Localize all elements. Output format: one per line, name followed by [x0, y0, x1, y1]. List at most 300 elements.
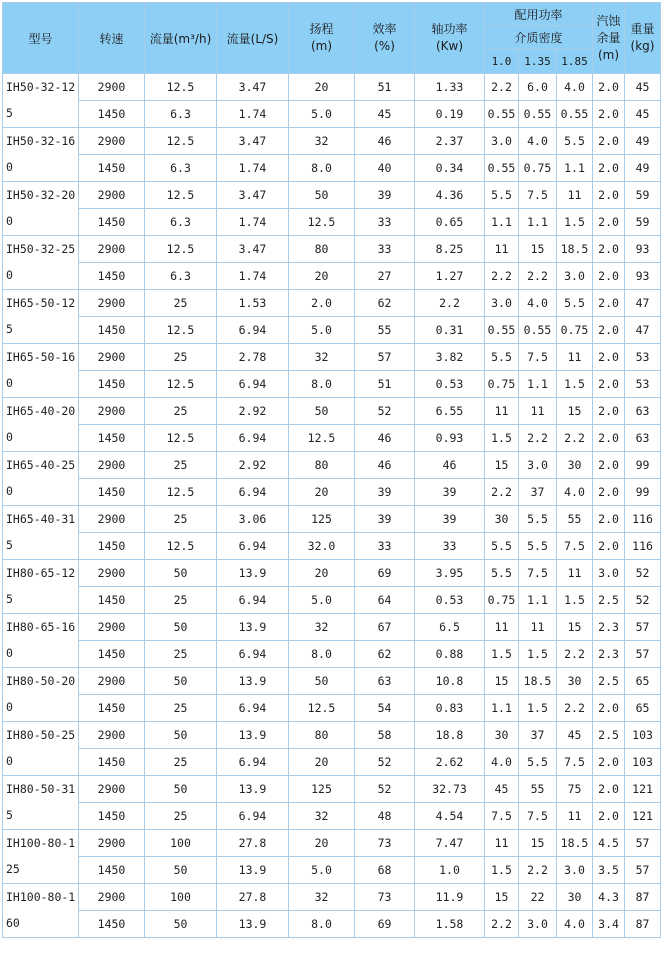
- cell-power-d1: 11: [485, 830, 519, 857]
- table-row: [3, 560, 661, 587]
- cell-head: 2.0: [289, 290, 355, 317]
- cell-efficiency: 62: [355, 290, 415, 317]
- cell-power-d2: 6.0: [519, 74, 557, 101]
- cell-power-d1: 2.2: [485, 263, 519, 290]
- cell-power-d1: 15: [485, 668, 519, 695]
- cell-power-d2: 2.2: [519, 263, 557, 290]
- cell-model: IH65-40-315: [3, 506, 79, 560]
- table-row: [3, 830, 661, 857]
- cell-speed: 1450: [79, 371, 145, 398]
- cell-model: IH65-50-125: [3, 290, 79, 344]
- cell-flow-ls: 6.94: [217, 749, 289, 776]
- cell-npsh: 4.3: [593, 884, 625, 911]
- cell-weight: 87: [625, 911, 661, 938]
- cell-head: 32: [289, 128, 355, 155]
- table-row: [3, 884, 661, 911]
- cell-efficiency: 73: [355, 884, 415, 911]
- cell-power-d2: 15: [519, 830, 557, 857]
- cell-power-d2: 5.5: [519, 749, 557, 776]
- cell-speed: 2900: [79, 236, 145, 263]
- header-density: 介质密度: [485, 26, 593, 49]
- cell-shaft-power: 4.36: [415, 182, 485, 209]
- cell-head: 20: [289, 830, 355, 857]
- cell-speed: 1450: [79, 857, 145, 884]
- table-row: [3, 911, 661, 938]
- cell-power-d2: 7.5: [519, 344, 557, 371]
- table-row: [3, 101, 661, 128]
- cell-speed: 2900: [79, 668, 145, 695]
- table-row: [3, 263, 661, 290]
- cell-weight: 49: [625, 128, 661, 155]
- cell-flow-m3h: 6.3: [145, 155, 217, 182]
- cell-weight: 63: [625, 398, 661, 425]
- cell-speed: 2900: [79, 830, 145, 857]
- table-row: [3, 317, 661, 344]
- cell-shaft-power: 0.31: [415, 317, 485, 344]
- cell-flow-m3h: 12.5: [145, 236, 217, 263]
- cell-power-d3: 11: [557, 182, 593, 209]
- cell-flow-m3h: 25: [145, 290, 217, 317]
- cell-head: 20: [289, 263, 355, 290]
- cell-shaft-power: 8.25: [415, 236, 485, 263]
- cell-efficiency: 68: [355, 857, 415, 884]
- cell-shaft-power: 39: [415, 506, 485, 533]
- cell-flow-ls: 13.9: [217, 668, 289, 695]
- cell-flow-ls: 3.47: [217, 182, 289, 209]
- header-shaft-power-label: 轴功率: [431, 22, 468, 36]
- cell-shaft-power: 7.47: [415, 830, 485, 857]
- cell-shaft-power: 2.2: [415, 290, 485, 317]
- cell-shaft-power: 3.95: [415, 560, 485, 587]
- cell-flow-ls: 6.94: [217, 317, 289, 344]
- table-row: [3, 749, 661, 776]
- cell-model: IH65-40-250: [3, 452, 79, 506]
- cell-power-d3: 45: [557, 722, 593, 749]
- cell-speed: 1450: [79, 317, 145, 344]
- cell-flow-m3h: 50: [145, 722, 217, 749]
- table-row: [3, 776, 661, 803]
- header-density-3: 1.85: [557, 49, 593, 74]
- cell-efficiency: 39: [355, 182, 415, 209]
- table-row: [3, 209, 661, 236]
- cell-shaft-power: 46: [415, 452, 485, 479]
- cell-flow-ls: 6.94: [217, 587, 289, 614]
- cell-flow-m3h: 50: [145, 668, 217, 695]
- cell-power-d3: 30: [557, 452, 593, 479]
- cell-flow-m3h: 50: [145, 776, 217, 803]
- cell-head: 50: [289, 668, 355, 695]
- cell-power-d2: 37: [519, 722, 557, 749]
- cell-npsh: 3.5: [593, 857, 625, 884]
- cell-speed: 1450: [79, 587, 145, 614]
- cell-flow-ls: 3.47: [217, 128, 289, 155]
- cell-flow-m3h: 50: [145, 614, 217, 641]
- cell-flow-m3h: 50: [145, 857, 217, 884]
- table-row: [3, 371, 661, 398]
- cell-shaft-power: 18.8: [415, 722, 485, 749]
- cell-npsh: 2.0: [593, 317, 625, 344]
- cell-flow-ls: 2.92: [217, 398, 289, 425]
- cell-power-d2: 15: [519, 236, 557, 263]
- cell-flow-m3h: 100: [145, 884, 217, 911]
- cell-power-d3: 0.75: [557, 317, 593, 344]
- cell-npsh: 2.3: [593, 641, 625, 668]
- cell-power-d2: 1.1: [519, 371, 557, 398]
- cell-speed: 1450: [79, 209, 145, 236]
- header-weight-unit: (kg): [630, 39, 655, 53]
- cell-flow-ls: 3.47: [217, 236, 289, 263]
- cell-speed: 1450: [79, 911, 145, 938]
- cell-power-d1: 4.0: [485, 749, 519, 776]
- cell-weight: 45: [625, 101, 661, 128]
- cell-power-d3: 30: [557, 668, 593, 695]
- cell-npsh: 2.0: [593, 452, 625, 479]
- cell-power-d1: 5.5: [485, 344, 519, 371]
- cell-head: 8.0: [289, 155, 355, 182]
- cell-power-d1: 45: [485, 776, 519, 803]
- cell-head: 32: [289, 344, 355, 371]
- cell-efficiency: 51: [355, 371, 415, 398]
- cell-efficiency: 63: [355, 668, 415, 695]
- table-row: [3, 182, 661, 209]
- cell-flow-m3h: 25: [145, 398, 217, 425]
- cell-head: 50: [289, 398, 355, 425]
- cell-weight: 49: [625, 155, 661, 182]
- cell-power-d2: 1.5: [519, 641, 557, 668]
- header-flow-ls: 流量(L/S): [217, 3, 289, 74]
- cell-speed: 1450: [79, 155, 145, 182]
- cell-flow-ls: 3.47: [217, 74, 289, 101]
- cell-head: 8.0: [289, 911, 355, 938]
- cell-power-d1: 1.5: [485, 425, 519, 452]
- cell-power-d1: 5.5: [485, 560, 519, 587]
- cell-power-d3: 2.2: [557, 425, 593, 452]
- table-row: [3, 398, 661, 425]
- table-row: [3, 506, 661, 533]
- cell-speed: 2900: [79, 128, 145, 155]
- cell-speed: 1450: [79, 695, 145, 722]
- cell-weight: 103: [625, 749, 661, 776]
- header-shaft-power-unit: (Kw): [435, 39, 464, 53]
- cell-efficiency: 33: [355, 209, 415, 236]
- cell-flow-m3h: 50: [145, 911, 217, 938]
- cell-speed: 2900: [79, 344, 145, 371]
- cell-efficiency: 54: [355, 695, 415, 722]
- cell-head: 32.0: [289, 533, 355, 560]
- cell-shaft-power: 6.5: [415, 614, 485, 641]
- cell-weight: 59: [625, 182, 661, 209]
- cell-model: IH65-50-160: [3, 344, 79, 398]
- cell-flow-ls: 1.74: [217, 209, 289, 236]
- cell-flow-m3h: 25: [145, 452, 217, 479]
- cell-efficiency: 48: [355, 803, 415, 830]
- cell-npsh: 2.5: [593, 722, 625, 749]
- cell-power-d2: 5.5: [519, 533, 557, 560]
- cell-efficiency: 62: [355, 641, 415, 668]
- cell-npsh: 2.0: [593, 398, 625, 425]
- cell-power-d1: 15: [485, 884, 519, 911]
- table-row: [3, 425, 661, 452]
- cell-power-d2: 7.5: [519, 560, 557, 587]
- header-npsh-l2: 余量: [596, 30, 621, 45]
- cell-flow-ls: 2.78: [217, 344, 289, 371]
- cell-speed: 1450: [79, 101, 145, 128]
- cell-weight: 52: [625, 560, 661, 587]
- cell-efficiency: 27: [355, 263, 415, 290]
- cell-npsh: 2.0: [593, 425, 625, 452]
- cell-head: 125: [289, 776, 355, 803]
- table-row: [3, 641, 661, 668]
- cell-power-d1: 11: [485, 398, 519, 425]
- cell-power-d1: 1.1: [485, 209, 519, 236]
- cell-npsh: 2.0: [593, 182, 625, 209]
- cell-power-d3: 1.5: [557, 209, 593, 236]
- table-row: [3, 128, 661, 155]
- cell-npsh: 2.0: [593, 236, 625, 263]
- cell-head: 12.5: [289, 695, 355, 722]
- cell-npsh: 2.0: [593, 155, 625, 182]
- cell-power-d1: 0.55: [485, 317, 519, 344]
- cell-flow-ls: 6.94: [217, 371, 289, 398]
- cell-model: IH50-32-160: [3, 128, 79, 182]
- cell-weight: 65: [625, 668, 661, 695]
- table-row: [3, 533, 661, 560]
- cell-shaft-power: 0.53: [415, 587, 485, 614]
- header-speed: 转速: [79, 3, 145, 74]
- cell-head: 20: [289, 74, 355, 101]
- cell-efficiency: 55: [355, 317, 415, 344]
- cell-power-d3: 3.0: [557, 263, 593, 290]
- cell-model: IH50-32-200: [3, 182, 79, 236]
- cell-flow-ls: 1.74: [217, 263, 289, 290]
- cell-flow-m3h: 25: [145, 587, 217, 614]
- cell-speed: 2900: [79, 614, 145, 641]
- cell-weight: 45: [625, 74, 661, 101]
- cell-flow-ls: 13.9: [217, 560, 289, 587]
- cell-weight: 63: [625, 425, 661, 452]
- cell-npsh: 2.0: [593, 344, 625, 371]
- cell-power-d1: 1.1: [485, 695, 519, 722]
- cell-power-d1: 2.2: [485, 74, 519, 101]
- cell-power-d2: 55: [519, 776, 557, 803]
- cell-shaft-power: 0.93: [415, 425, 485, 452]
- cell-power-d1: 11: [485, 236, 519, 263]
- cell-power-d1: 5.5: [485, 182, 519, 209]
- cell-npsh: 2.0: [593, 749, 625, 776]
- cell-flow-ls: 3.06: [217, 506, 289, 533]
- cell-efficiency: 69: [355, 911, 415, 938]
- header-efficiency: [355, 3, 415, 74]
- cell-weight: 57: [625, 830, 661, 857]
- cell-shaft-power: 10.8: [415, 668, 485, 695]
- cell-power-d3: 11: [557, 344, 593, 371]
- cell-power-d2: 3.0: [519, 452, 557, 479]
- cell-power-d3: 5.5: [557, 128, 593, 155]
- cell-model: IH80-50-200: [3, 668, 79, 722]
- cell-efficiency: 69: [355, 560, 415, 587]
- cell-efficiency: 58: [355, 722, 415, 749]
- cell-flow-m3h: 6.3: [145, 263, 217, 290]
- cell-power-d1: 0.75: [485, 587, 519, 614]
- cell-efficiency: 73: [355, 830, 415, 857]
- cell-model: IH80-65-125: [3, 560, 79, 614]
- table-row: [3, 479, 661, 506]
- cell-flow-ls: 6.94: [217, 425, 289, 452]
- cell-model: IH80-50-250: [3, 722, 79, 776]
- header-flow-m3h: 流量(m³/h): [145, 3, 217, 74]
- cell-power-d1: 2.2: [485, 911, 519, 938]
- cell-flow-ls: 13.9: [217, 776, 289, 803]
- cell-weight: 53: [625, 344, 661, 371]
- cell-efficiency: 64: [355, 587, 415, 614]
- table-row: [3, 236, 661, 263]
- cell-power-d3: 18.5: [557, 830, 593, 857]
- cell-power-d2: 1.1: [519, 587, 557, 614]
- cell-npsh: 2.0: [593, 776, 625, 803]
- cell-flow-m3h: 12.5: [145, 533, 217, 560]
- table-row: [3, 803, 661, 830]
- table-row: [3, 857, 661, 884]
- header-npsh-unit: (m): [597, 47, 620, 62]
- cell-flow-ls: 13.9: [217, 722, 289, 749]
- cell-power-d2: 7.5: [519, 182, 557, 209]
- table-body: [3, 74, 661, 938]
- cell-speed: 1450: [79, 425, 145, 452]
- cell-head: 8.0: [289, 371, 355, 398]
- cell-flow-ls: 6.94: [217, 479, 289, 506]
- cell-power-d2: 18.5: [519, 668, 557, 695]
- cell-power-d2: 1.5: [519, 695, 557, 722]
- cell-power-d2: 4.0: [519, 128, 557, 155]
- cell-power-d2: 0.55: [519, 101, 557, 128]
- cell-shaft-power: 0.53: [415, 371, 485, 398]
- cell-power-d3: 2.2: [557, 695, 593, 722]
- cell-weight: 57: [625, 614, 661, 641]
- cell-weight: 47: [625, 290, 661, 317]
- cell-speed: 1450: [79, 803, 145, 830]
- cell-npsh: 2.0: [593, 506, 625, 533]
- cell-npsh: 2.0: [593, 695, 625, 722]
- cell-power-d1: 3.0: [485, 290, 519, 317]
- cell-power-d1: 7.5: [485, 803, 519, 830]
- cell-flow-ls: 6.94: [217, 641, 289, 668]
- cell-speed: 1450: [79, 479, 145, 506]
- cell-model: IH80-50-315: [3, 776, 79, 830]
- cell-speed: 2900: [79, 884, 145, 911]
- table-row: [3, 695, 661, 722]
- cell-head: 20: [289, 749, 355, 776]
- cell-power-d1: 15: [485, 452, 519, 479]
- cell-power-d2: 4.0: [519, 290, 557, 317]
- header-npsh-l1: 汽蚀: [596, 13, 621, 28]
- cell-power-d3: 1.5: [557, 371, 593, 398]
- cell-head: 32: [289, 614, 355, 641]
- cell-shaft-power: 1.33: [415, 74, 485, 101]
- cell-flow-ls: 27.8: [217, 884, 289, 911]
- cell-weight: 103: [625, 722, 661, 749]
- cell-npsh: 2.0: [593, 803, 625, 830]
- cell-weight: 59: [625, 209, 661, 236]
- cell-speed: 2900: [79, 506, 145, 533]
- cell-flow-m3h: 100: [145, 830, 217, 857]
- cell-power-d1: 0.55: [485, 101, 519, 128]
- cell-npsh: 2.0: [593, 533, 625, 560]
- cell-power-d1: 0.55: [485, 155, 519, 182]
- cell-weight: 53: [625, 371, 661, 398]
- cell-flow-m3h: 25: [145, 506, 217, 533]
- cell-weight: 116: [625, 506, 661, 533]
- cell-power-d2: 2.2: [519, 857, 557, 884]
- header-shaft-power: [415, 3, 485, 74]
- cell-head: 50: [289, 182, 355, 209]
- cell-efficiency: 45: [355, 101, 415, 128]
- cell-efficiency: 39: [355, 506, 415, 533]
- cell-speed: 2900: [79, 290, 145, 317]
- cell-flow-m3h: 12.5: [145, 479, 217, 506]
- cell-flow-m3h: 12.5: [145, 317, 217, 344]
- cell-power-d3: 7.5: [557, 749, 593, 776]
- cell-efficiency: 46: [355, 452, 415, 479]
- cell-npsh: 2.5: [593, 668, 625, 695]
- cell-head: 12.5: [289, 209, 355, 236]
- cell-power-d3: 1.1: [557, 155, 593, 182]
- cell-power-d2: 1.1: [519, 209, 557, 236]
- cell-speed: 1450: [79, 749, 145, 776]
- cell-power-d2: 37: [519, 479, 557, 506]
- cell-power-d2: 7.5: [519, 803, 557, 830]
- cell-model: IH100-80-125: [3, 830, 79, 884]
- cell-flow-ls: 13.9: [217, 857, 289, 884]
- cell-speed: 2900: [79, 398, 145, 425]
- cell-power-d3: 4.0: [557, 479, 593, 506]
- header-efficiency-unit: (%): [374, 39, 395, 53]
- cell-power-d3: 4.0: [557, 911, 593, 938]
- pump-spec-table: [2, 2, 661, 938]
- table-row: [3, 614, 661, 641]
- cell-npsh: 2.0: [593, 74, 625, 101]
- cell-shaft-power: 3.82: [415, 344, 485, 371]
- cell-speed: 1450: [79, 641, 145, 668]
- cell-npsh: 2.0: [593, 479, 625, 506]
- header-model: 型号: [3, 3, 79, 74]
- cell-head: 20: [289, 560, 355, 587]
- cell-power-d1: 1.5: [485, 641, 519, 668]
- cell-flow-ls: 1.74: [217, 155, 289, 182]
- table-row: [3, 722, 661, 749]
- cell-weight: 47: [625, 317, 661, 344]
- cell-power-d1: 1.5: [485, 857, 519, 884]
- cell-weight: 57: [625, 641, 661, 668]
- cell-efficiency: 67: [355, 614, 415, 641]
- cell-power-d3: 11: [557, 803, 593, 830]
- cell-shaft-power: 0.88: [415, 641, 485, 668]
- cell-flow-ls: 13.9: [217, 911, 289, 938]
- cell-flow-ls: 2.92: [217, 452, 289, 479]
- cell-flow-ls: 6.94: [217, 533, 289, 560]
- cell-power-d1: 5.5: [485, 533, 519, 560]
- cell-head: 5.0: [289, 587, 355, 614]
- cell-power-d3: 11: [557, 560, 593, 587]
- cell-speed: 1450: [79, 533, 145, 560]
- cell-flow-ls: 13.9: [217, 614, 289, 641]
- cell-power-d3: 4.0: [557, 74, 593, 101]
- cell-shaft-power: 1.58: [415, 911, 485, 938]
- cell-npsh: 2.0: [593, 101, 625, 128]
- cell-npsh: 4.5: [593, 830, 625, 857]
- cell-npsh: 3.0: [593, 560, 625, 587]
- cell-model: IH100-80-160: [3, 884, 79, 938]
- cell-shaft-power: 39: [415, 479, 485, 506]
